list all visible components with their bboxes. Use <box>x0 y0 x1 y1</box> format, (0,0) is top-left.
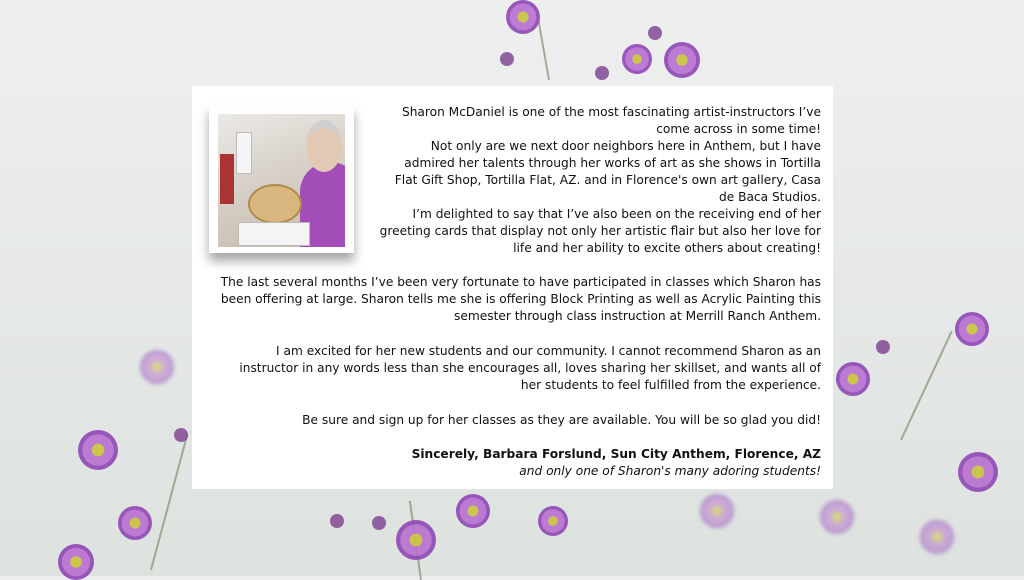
intro-line-2: Not only are we next door neighbors here in Anthem, but I have admired her talents through her works of art as she shows in Tortilla Flat Gift Shop, Tortilla Flat, AZ. and in Florence's own art gallery, Casa de Baca Studios. <box>394 139 821 204</box>
intro-paragraph <box>379 104 821 206</box>
flower <box>920 520 954 554</box>
flower <box>664 42 700 78</box>
flower <box>820 500 854 534</box>
flower-stem <box>538 21 550 80</box>
flower <box>700 494 734 528</box>
signature-block <box>220 446 821 480</box>
flower-bud <box>174 428 188 442</box>
flower-bud <box>595 66 609 80</box>
artist-photo <box>218 114 345 247</box>
flower <box>836 362 870 396</box>
flower-bud <box>330 514 344 528</box>
flower <box>396 520 436 560</box>
flower-bud <box>372 516 386 530</box>
flower-bud <box>876 340 890 354</box>
paragraph-sign-up: Be sure and sign up for her classes as they are available. You will be so glad you did! <box>302 413 821 427</box>
flower-bud <box>500 52 514 66</box>
artist-photo-frame <box>209 105 354 253</box>
flower <box>78 430 118 470</box>
flower <box>140 350 174 384</box>
flower <box>506 0 540 34</box>
flower-stem <box>900 331 953 441</box>
flower <box>955 312 989 346</box>
flower <box>118 506 152 540</box>
flower <box>456 494 490 528</box>
signature-note: and only one of Sharon's many adoring students! <box>519 464 821 478</box>
intro-line-1: Sharon McDaniel is one of the most fascinating artist-instructors I’ve come across in some time! <box>401 105 821 136</box>
signature: Sincerely, Barbara Forslund, Sun City Anthem, Florence, AZ <box>411 447 821 461</box>
paragraph-greeting-cards: I’m delighted to say that I’ve also been on the receiving end of her greeting cards that display not only her artistic flair but also her love for life and her ability to excite others about creating! <box>379 207 821 255</box>
flower <box>58 544 94 580</box>
flower <box>958 452 998 492</box>
flower-stem <box>150 435 188 571</box>
flower <box>538 506 568 536</box>
flower-bud <box>648 26 662 40</box>
paragraph-recommendation: I am excited for her new students and our community. I cannot recommend Sharon as an instructor in any words less than she encourages all, loves sharing her skillset, and wants all of her students to feel fulfilled from the experience. <box>239 344 821 392</box>
paragraph-classes: The last several months I’ve been very fortunate to have participated in classes which Sharon has been offering at large. Sharon tells me she is offering Block Printing as well as Acrylic Painting this semester through class instruction at Merrill Ranch Anthem. <box>220 275 821 323</box>
testimonial-card <box>192 86 833 489</box>
flower <box>622 44 652 74</box>
